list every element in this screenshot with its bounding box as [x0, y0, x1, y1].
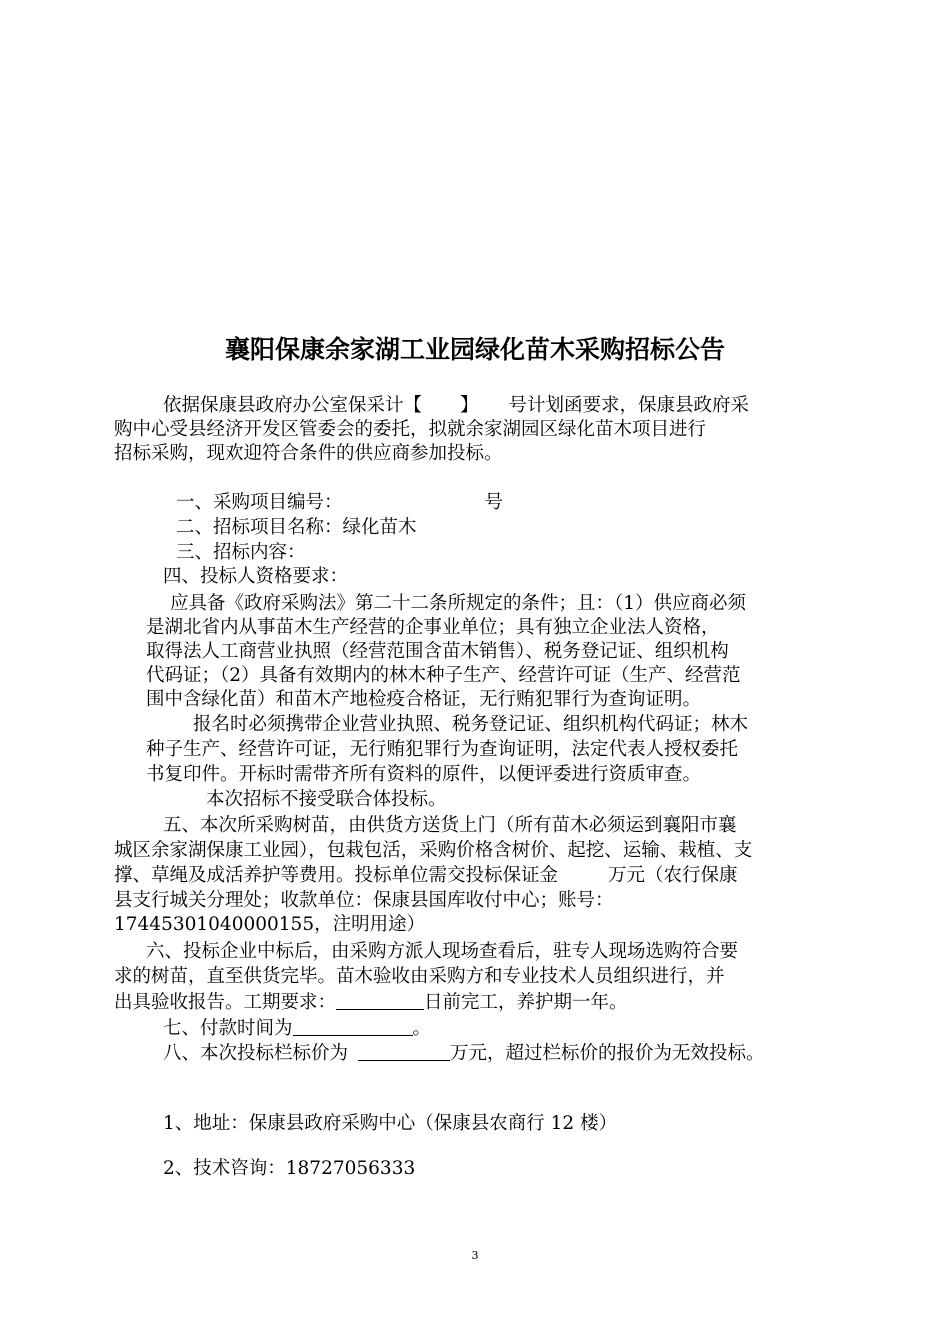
paragraph-line: 撑、草绳及成活养护等费用。投标单位需交投标保证金 万元（农行保康	[114, 865, 738, 886]
paragraph-line: 围中含绿化苗）和苗木产地检疫合格证，无行贿犯罪行为查询证明。	[146, 689, 702, 710]
account-number-line: 17445301040000155，注明用途）	[114, 914, 426, 935]
intro-line-3: 招标采购，现欢迎符合条件的供应商参加投标。	[114, 443, 503, 464]
section-4-heading: 四、投标人资格要求：	[163, 566, 349, 587]
intro-line-2: 购中心受县经济开发区管委会的委托，拟就余家湖园区绿化苗木项目进行	[114, 419, 707, 440]
paragraph-line: 取得法人工商营业执照（经营范围含苗木销售）、税务登记证、组织机构	[146, 641, 729, 662]
section-1: 一、采购项目编号： 号	[176, 492, 504, 513]
section-8: 八、本次投标栏标价为 万元，超过栏标价的报价为无效投标。	[163, 1043, 765, 1064]
paragraph-line: 是湖北省内从事苗木生产经营的企事业单位；具有独立企业法人资格，	[146, 617, 720, 638]
paragraph-line: 求的树苗，直至供货完毕。苗木验收由采购方和专业技术人员组织进行，并	[114, 966, 725, 987]
section-3: 三、招标内容：	[176, 542, 306, 563]
paragraph-line: 报名时必须携带企业营业执照、税务登记证、组织机构代码证；林木	[193, 714, 749, 735]
payment-time-blank	[293, 1017, 413, 1036]
paragraph-line: 城区余家湖保康工业园），包栽包活，采购价格含树价、起挖、运输、栽植、支	[114, 840, 753, 861]
paragraph-line: 六、投标企业中标后，由采购方派人现场查看后，驻专人现场选购符合要	[146, 941, 739, 962]
contact-address: 1、地址：保康县政府采购中心（保康县农商行 12 楼）	[163, 1113, 618, 1134]
deadline-blank	[336, 991, 424, 1010]
intro-line-1: 依据保康县政府办公室保采计【 】 号计划函要求，保康县政府采	[163, 395, 750, 416]
section-7: 七、付款时间为 。	[163, 1018, 432, 1039]
paragraph-line: 五、本次所采购树苗，由供货方送货上门（所有苗木必须运到襄阳市襄	[163, 815, 737, 836]
paragraph-line: 出具验收报告。工期要求： 日前完工，养护期一年。	[114, 992, 628, 1013]
paragraph-line: 书复印件。开标时需带齐所有资料的原件，以便评委进行资质审查。	[146, 764, 702, 785]
section-2: 二、招标项目名称：绿化苗木	[176, 517, 417, 538]
no-consortium-note: 本次招标不接受联合体投标。	[206, 789, 447, 810]
ceiling-price-blank	[358, 1042, 450, 1061]
paragraph-line: 县支行城关分理处；收款单位：保康县国库收付中心；账号：	[114, 890, 614, 911]
paragraph-line: 应具备《政府采购法》第二十二条所规定的条件；且：（1）供应商必须	[170, 593, 747, 614]
contact-phone: 2、技术咨询：18727056333	[163, 1158, 416, 1179]
paragraph-line: 代码证；（2）具备有效期内的林木种子生产、经营许可证（生产、经营范	[146, 665, 741, 686]
paragraph-line: 种子生产、经营许可证，无行贿犯罪行为查询证明，法定代表人授权委托	[146, 739, 739, 760]
page-number: 3	[471, 1249, 479, 1262]
page-title: 襄阳保康余家湖工业园绿化苗木采购招标公告	[224, 335, 725, 364]
